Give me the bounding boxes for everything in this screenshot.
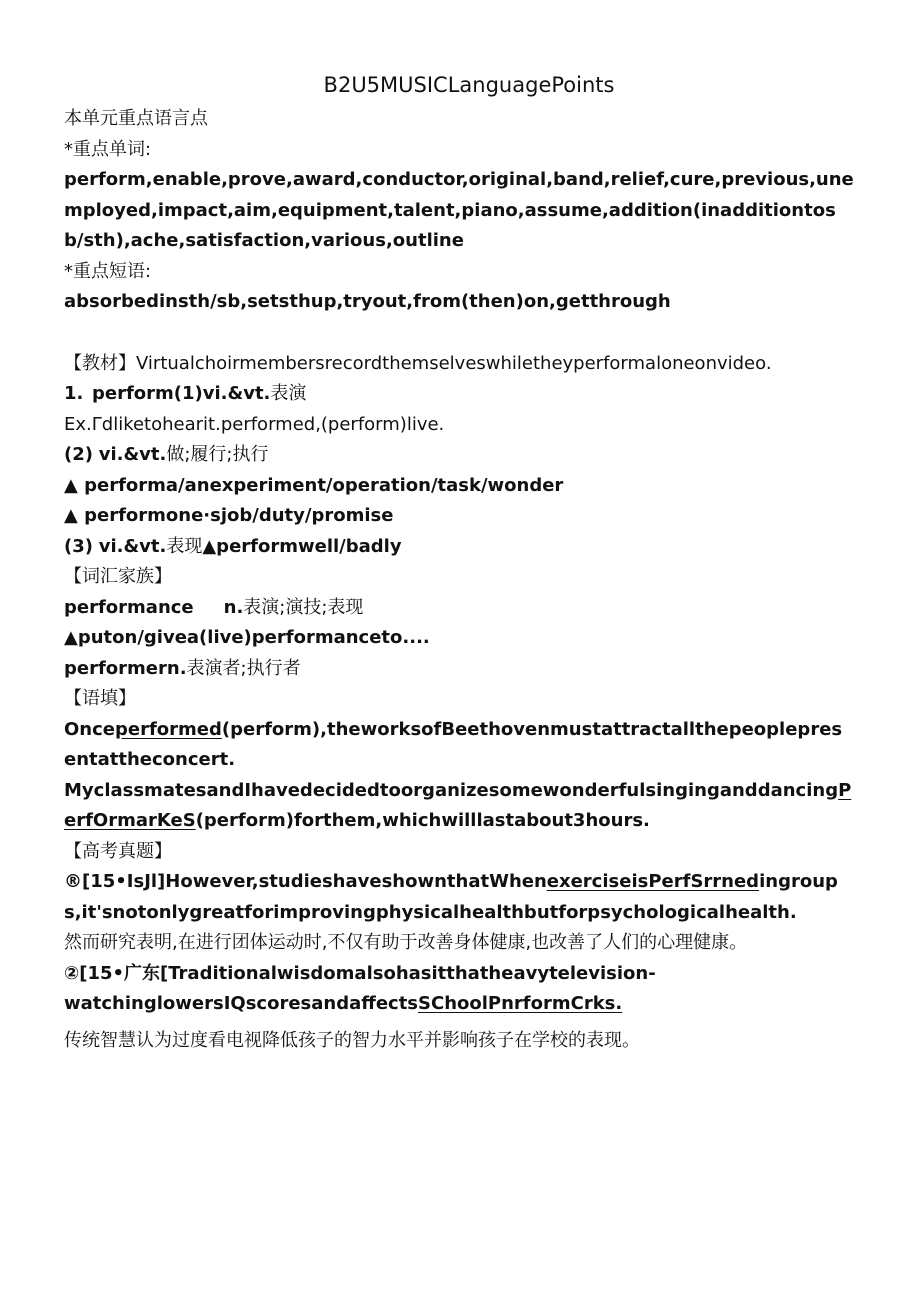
performance-word: performance bbox=[64, 596, 194, 618]
sense-3-phrase: ▲performwell/badly bbox=[202, 535, 402, 557]
sense-2-pos: vi.&vt. bbox=[98, 444, 167, 465]
exam-sentence-2-line-1: ②[15•广东[Traditionalwisdomalsohasitthatheavytelevision- bbox=[64, 962, 656, 984]
exam-sentence-2-line-2 bbox=[64, 989, 854, 1020]
key-phrases-list: absorbedinsth/sb,setsthup,tryout,from(then)on,getthrough bbox=[64, 291, 671, 312]
sense-3-pos: vi.&vt. bbox=[98, 535, 167, 557]
textbook-sentence: 【教材】Virtualchoirmembersrecordthemselveswhiletheyperformaloneonvideo. bbox=[64, 352, 772, 374]
item-number: 1. bbox=[64, 383, 84, 404]
exam-label: 【高考真题】 bbox=[64, 840, 172, 862]
sense-2-meaning: 做;履行;执行 bbox=[166, 444, 269, 465]
phrase-put-on-performance: ▲puton/givea(live)performanceto.... bbox=[64, 627, 430, 648]
example-sentence: Ex.Γdliketohearit.performed,(perform)live. bbox=[64, 413, 445, 435]
fill-1-prefix: Once bbox=[64, 718, 115, 740]
performer-meaning: 表演者;执行者 bbox=[186, 657, 301, 679]
fill-in-sentence-2 bbox=[64, 776, 854, 837]
document-title: B2U5MUSICLanguagePoints bbox=[323, 73, 615, 97]
exam-1-suffix: ingroups,it'snotonlygreatforimprovingphysicalhealthbutforpsychologicalhealth. bbox=[64, 871, 838, 923]
sense-2-label: (2) bbox=[64, 444, 93, 465]
fill-1-answer: performed bbox=[115, 718, 222, 740]
performer-word: performern. bbox=[64, 657, 187, 679]
performance-pos: n. bbox=[223, 596, 244, 618]
item-meaning: 表演 bbox=[270, 383, 307, 404]
spacer bbox=[64, 318, 854, 349]
exam-sentence-1 bbox=[64, 867, 854, 928]
phrase-perform-task: ▲ performa/anexperiment/operation/task/wonder bbox=[64, 474, 564, 496]
exam-2-prefix: watchinglowersIQscoresandaffects bbox=[64, 993, 419, 1014]
exam-1-translation: 然而研究表明,在进行团体运动时,不仅有助于改善身体健康,也改善了人们的心理健康。 bbox=[64, 932, 748, 953]
fill-2-answer: PerfOrmarKeS bbox=[64, 779, 852, 831]
fill-1-suffix: (perform),theworksofBeethovenmustattractallthepeoplepresentattheconcert. bbox=[64, 718, 843, 770]
exam-1-answer: exerciseisPerfSrrned bbox=[546, 871, 760, 892]
sense-3-label: (3) bbox=[64, 535, 93, 557]
key-words-list: perform,enable,prove,award,conductor,original,band,relief,cure,previous,unemployed,impact,aim,equipment,talent,piano,assume,addition(inadditiontosb/sth),ache,satisfaction,various,outline bbox=[64, 169, 854, 251]
fill-in-sentence-1 bbox=[64, 715, 854, 776]
exam-2-translation: 传统智慧认为过度看电视降低孩子的智力水平并影响孩子在学校的表现。 bbox=[64, 1029, 640, 1051]
document-body bbox=[64, 66, 854, 1056]
sense-3-meaning: 表现 bbox=[166, 535, 203, 557]
item-perform-heading bbox=[64, 379, 854, 410]
performance-meaning: 表演;演技;表现 bbox=[243, 596, 364, 618]
word-family-label: 【词汇家族】 bbox=[64, 566, 172, 587]
fill-2-suffix: (perform)forthem,whichwilllastabout3hours. bbox=[195, 810, 650, 831]
phrase-perform-duty: ▲ performone·sjob/duty/promise bbox=[64, 505, 394, 526]
key-words-label: *重点单词: bbox=[64, 138, 152, 160]
exam-1-prefix: ®[15•IsJl]However,studieshaveshownthatWhen bbox=[64, 871, 547, 892]
sense-3 bbox=[64, 532, 854, 563]
word-performer bbox=[64, 654, 854, 685]
exam-2-answer: SChoolPnrformCrks. bbox=[418, 993, 623, 1014]
key-phrases-label: *重点短语: bbox=[64, 260, 152, 282]
item-headword: perform(1)vi.&vt. bbox=[92, 383, 271, 404]
word-performance bbox=[64, 593, 854, 624]
unit-heading: 本单元重点语言点 bbox=[64, 108, 208, 129]
fill-in-label: 【语填】 bbox=[64, 688, 136, 709]
fill-2-prefix: MyclassmatesandIhavedecidedtoorganizesomewonderfulsinginganddancing bbox=[64, 779, 839, 801]
sense-2 bbox=[64, 440, 854, 471]
